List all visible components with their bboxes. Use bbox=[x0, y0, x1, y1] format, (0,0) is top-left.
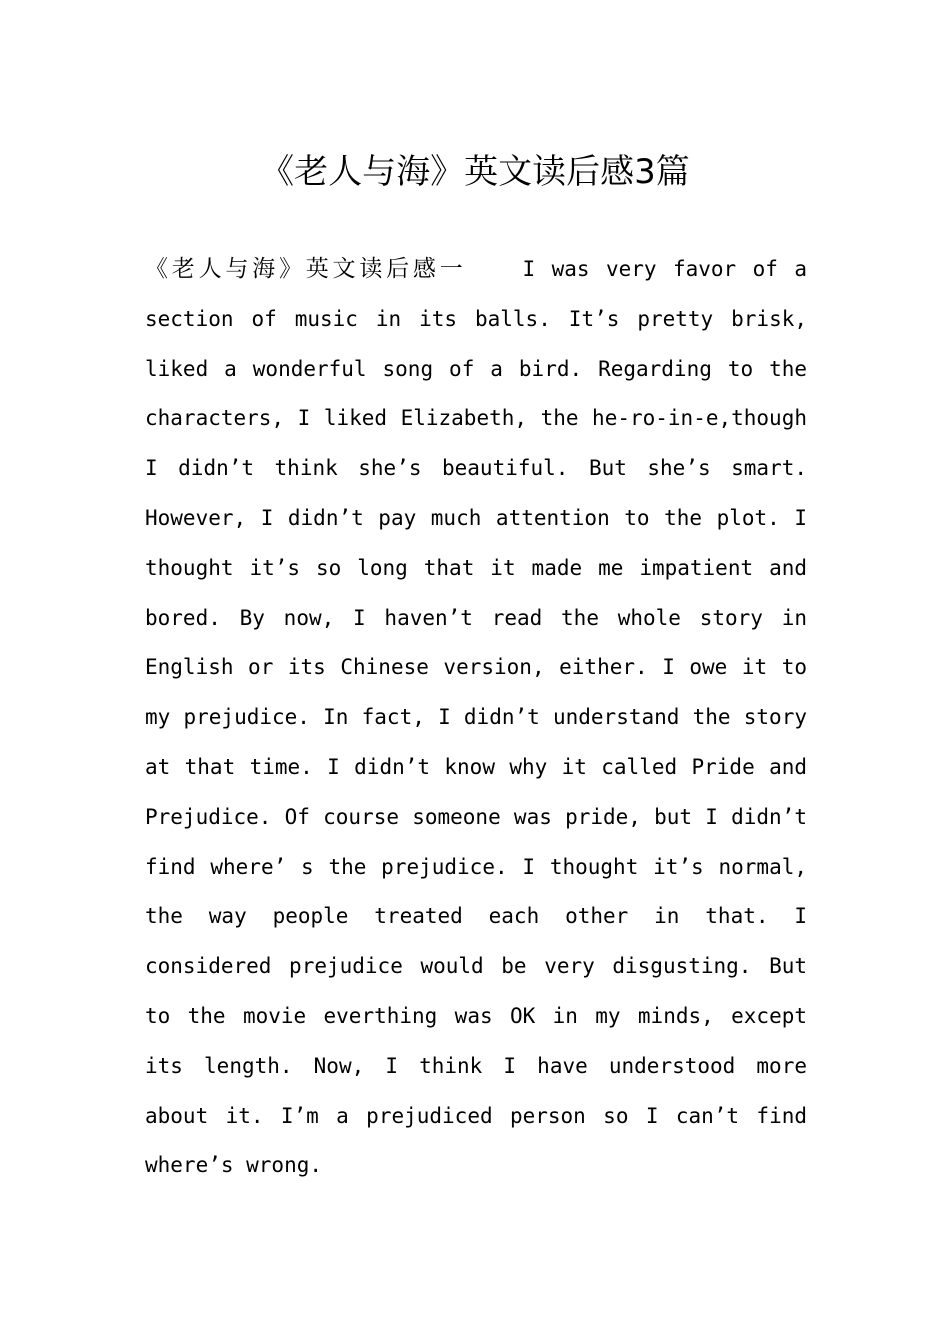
document-paragraph bbox=[145, 245, 807, 1191]
section-heading: 《老人与海》英文读后感一 bbox=[145, 256, 467, 282]
paragraph-text: I was very favor of a section of music in its balls. It’s pretty brisk, liked a wonderful song of a bird. Regarding to the characters, I liked Elizabeth, the he-ro-in-e,though I didn’t think she’s beautiful. But she’s smart. However, I didn’t pay much attention to the plot. I thought it’s so long that it made me impatient and bored. By now, I haven’t read the whole story in English or its Chinese version, either. I owe it to my prejudice. In fact, I didn’t understand the story at that time. I didn’t know why it called Pride and Prejudice. Of course someone was pride, but I didn’t find where’ s the prejudice. I thought it’s normal, the way people treated each other in that. I considered prejudice would be very disgusting. But to the movie everthing was OK in my minds, except its length. Now, I think I have understood more about it. I’m a prejudiced person so I can’t find where’s wrong. bbox=[145, 257, 808, 1178]
document-title: 《老人与海》英文读后感3篇 bbox=[260, 151, 690, 192]
